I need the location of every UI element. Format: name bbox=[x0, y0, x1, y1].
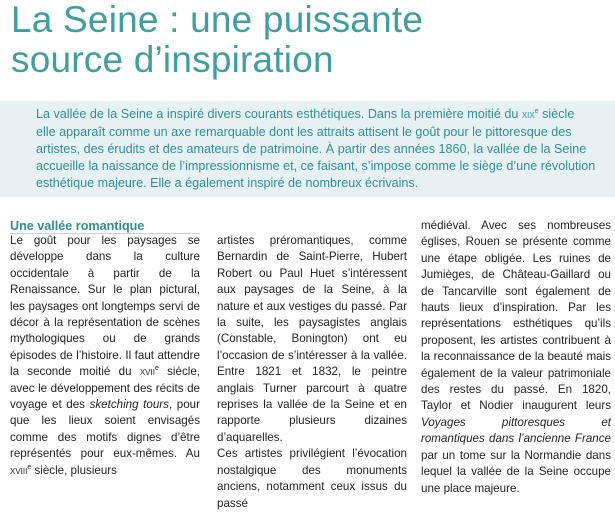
intro-text-2: siècle elle apparaît comme un axe remarquable dont les attraits attisent le goût pour le pittoresque des artistes, des érudits et des amateurs de patrimoine. À partir des années 1860, la vallée de la Seine accueille la naissance de l’impressionnisme et, ce faisant, s’impose comme le siège d’une révolution esthétique majeure. Elle a également inspiré de nombreux écrivains. bbox=[36, 107, 596, 190]
col1-text-b: siècle, avec le développement des récits de voyage et des bbox=[10, 365, 200, 412]
intro-sup: e bbox=[534, 107, 539, 115]
col1-sup-2: e bbox=[27, 463, 32, 471]
intro-box bbox=[0, 101, 615, 197]
column-3-text bbox=[421, 218, 611, 497]
heading-rule bbox=[10, 233, 200, 234]
col1-sup-1: e bbox=[154, 365, 159, 373]
col3-text-b: par un tome sur la Normandie dans lequel la vallée de la Seine occupe une place majeure. bbox=[421, 448, 611, 495]
col1-text-a: Le goût pour les paysages se développe dans la culture occidentale à partir de la Renaissance. Sur le plan pictural, les paysages ont longtemps servi de décor à la représentation de scènes mythologiques ou de grands épisodes de l’histoire. Il faut attendre la seconde moitié du bbox=[10, 234, 200, 379]
title-line-2: source d’inspiration bbox=[11, 39, 334, 80]
col3-text-a: médiéval. Avec ses nombreuses églises, Rouen se présente comme une étape obligée. Les ruines de Jumièges, de Château-Gaillard ou de Tancarville sont également de hauts lieux d’inspiration. Par les représentations esthétiques qu’ils proposent, les artistes contribuent à la reconnaissance de la beauté mais également de la valeur patrimoniale des restes du passé. En 1820, Taylor et Nodier inaugurent leurs bbox=[421, 219, 611, 413]
col1-century-1: xvii bbox=[139, 366, 155, 379]
col1-emphasis: sketching tours bbox=[89, 398, 169, 412]
column-1-text bbox=[10, 233, 200, 479]
page-title bbox=[11, 0, 611, 80]
intro-text-1: La vallée de la Seine a inspiré divers courants esthétiques. Dans la première moitié du bbox=[36, 107, 522, 121]
col1-text-c: , pour que les lieux soient envisagés comme des motifs dignes d’être représentés pour eux-mêmes. Au bbox=[10, 398, 200, 461]
col3-emphasis: Voyages pittoresques et romantiques dans l’ancienne France bbox=[421, 415, 611, 446]
title-line-1: La Seine : une puissante bbox=[11, 0, 424, 40]
intro-paragraph bbox=[36, 106, 596, 192]
column-2-para-2: Ces artistes privilégient l’évocation nostalgique des monuments anciens, notamment ceux issus du passé bbox=[217, 447, 407, 510]
column-2-para-1: artistes préromantiques, comme Bernardin de Saint-Pierre, Hubert Robert ou Paul Huet s’intéressent aux paysages de la Seine, à la nature et aux vestiges du passé. Par la suite, les paysagistes anglais (Constable, Bonington) ont eu l’occasion de s’intéresser à la vallée. Entre 1821 et 1832, le peintre anglais Turner parcourt à quatre reprises la vallée de la Seine et en rapporte plusieurs dizaines d’aquarelles. bbox=[217, 234, 407, 444]
intro-century: xix bbox=[521, 109, 535, 121]
col1-text-d: siècle, plusieurs bbox=[31, 463, 117, 477]
column-2 bbox=[217, 233, 407, 512]
col1-century-2: xviii bbox=[10, 464, 28, 477]
column-3 bbox=[421, 218, 611, 497]
section-heading: Une vallée romantique bbox=[10, 219, 145, 233]
column-1 bbox=[10, 218, 200, 479]
